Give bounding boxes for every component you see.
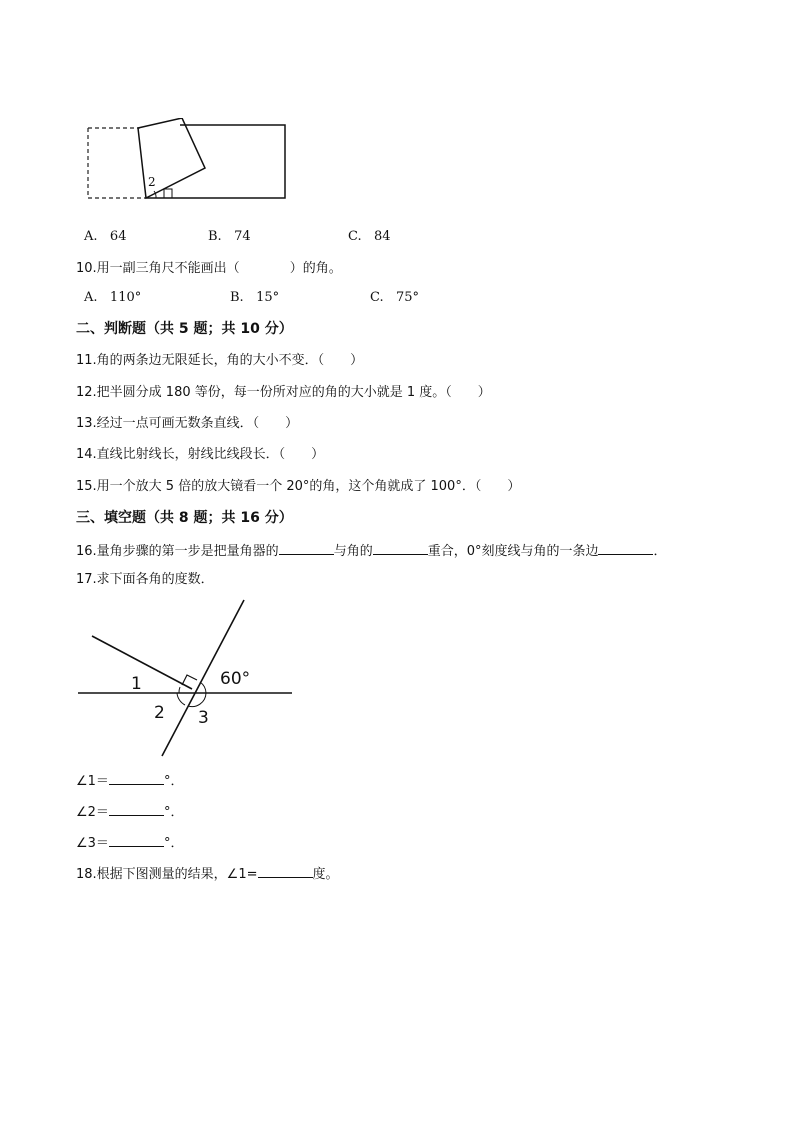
right-angle-mark: [182, 675, 197, 685]
q17-answer-1-pre: ∠1＝: [76, 774, 109, 789]
q17-blank-1[interactable]: [109, 770, 164, 785]
angle-60-label: 60°: [220, 669, 251, 689]
q9-option-a[interactable]: A. 64: [84, 229, 127, 244]
q15: 15.用一个放大 5 倍的放大镜看一个 20°的角，这个角就成了 100°．（ ）: [76, 479, 521, 494]
q10-stem-after: ）的角。: [289, 261, 342, 276]
q17-figure: [76, 598, 294, 758]
q12: 12.把半圆分成 180 等份，每一份所对应的角的大小就是 1 度。（ ）: [76, 385, 491, 400]
q16: [76, 540, 667, 561]
section2-heading: 二、判断题（共 5 题；共 10 分）: [76, 321, 293, 337]
q16-blank-2[interactable]: [373, 540, 428, 555]
q17-answer-3-pre: ∠3＝: [76, 836, 109, 851]
q17-answer-3: [76, 832, 183, 853]
q16-blank-1[interactable]: [279, 540, 334, 555]
q17-answer-2-post: °．: [163, 805, 184, 820]
q11: 11.角的两条边无限延长，角的大小不变．（ ）: [76, 353, 364, 368]
angle-2-label: 2: [148, 175, 156, 189]
q9-option-c[interactable]: C. 84: [348, 229, 391, 244]
q10-option-b[interactable]: B. 15°: [230, 290, 280, 305]
q16-part1: 16.量角步骤的第一步是把量角器的: [76, 544, 279, 559]
q17-blank-2[interactable]: [109, 801, 164, 816]
q16-part3: 重合，0°刻度线与角的一条边: [427, 544, 599, 559]
q17-answer-3-post: °．: [163, 836, 184, 851]
section3-heading: 三、填空题（共 8 题；共 16 分）: [76, 510, 293, 526]
q10-option-a[interactable]: A. 110°: [84, 290, 142, 305]
q17-answer-2: [76, 801, 183, 822]
q9-figure: [84, 118, 296, 208]
q10-option-c[interactable]: C. 75°: [370, 290, 420, 305]
q16-part2: 与角的: [333, 544, 373, 559]
angle-2-label: 2: [154, 703, 165, 723]
q18-pre: 18.根据下图测量的结果，∠1=: [76, 867, 258, 882]
q9-option-b[interactable]: B. 74: [208, 229, 251, 244]
angle-1-label: 1: [131, 674, 142, 694]
angle-1-arc: [179, 687, 180, 693]
q18-post: 度。: [312, 867, 339, 882]
q17-stem: 17.求下面各角的度数．: [76, 572, 214, 587]
q10-stem-before: 10.用一副三角尺不能画出（: [76, 261, 240, 276]
q10-stem: [76, 260, 342, 278]
q17-answer-1-post: °．: [163, 774, 184, 789]
q18: [76, 863, 339, 884]
q18-blank[interactable]: [258, 863, 313, 878]
upper-left-ray: [92, 636, 192, 689]
q16-part4: ．: [653, 544, 667, 559]
angle-2-arc: [177, 693, 185, 705]
q17-answer-2-pre: ∠2＝: [76, 805, 109, 820]
q16-blank-3[interactable]: [598, 540, 653, 555]
q14: 14.直线比射线长，射线比线段长．（ ）: [76, 447, 325, 462]
q13: 13.经过一点可画无数条直线．（ ）: [76, 416, 299, 431]
right-angle-mark: [164, 189, 172, 198]
angle-3-label: 3: [198, 708, 209, 728]
q17-blank-3[interactable]: [109, 832, 164, 847]
q17-answer-1: [76, 770, 183, 791]
